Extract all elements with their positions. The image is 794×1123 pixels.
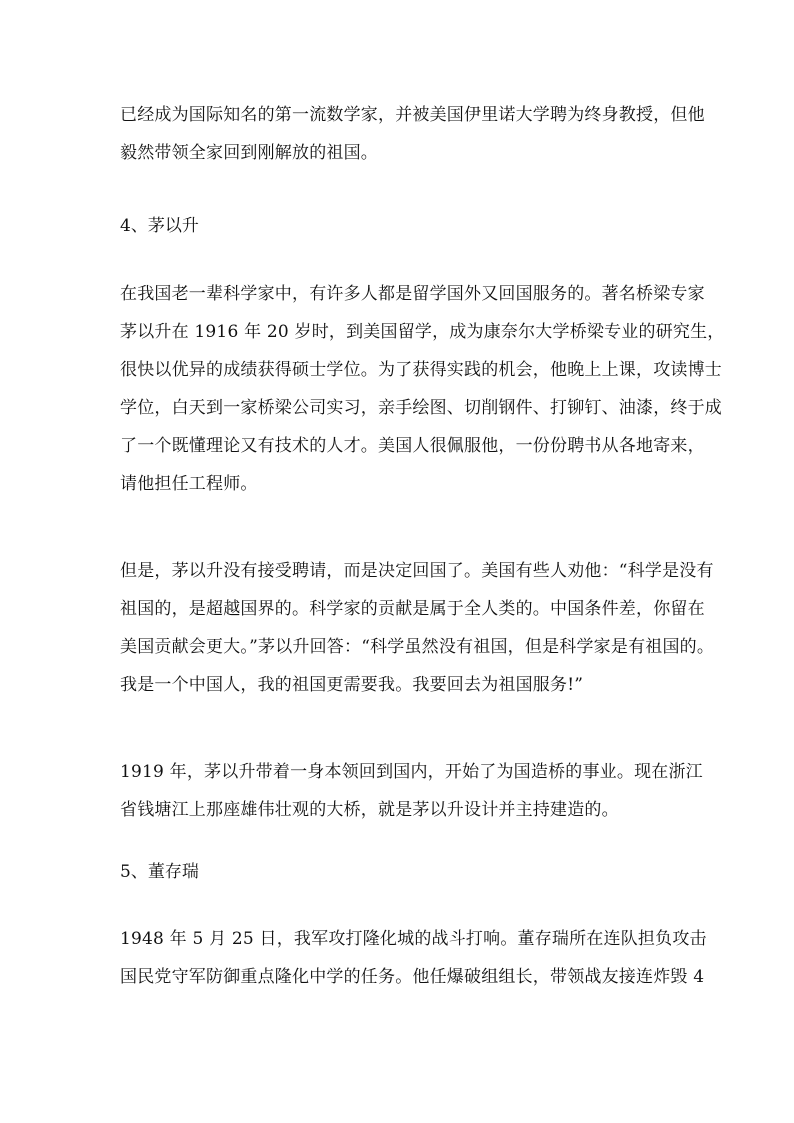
text-line: 在我国老一辈科学家中，有许多人都是留学国外又回国服务的。著名桥梁专家: [120, 284, 705, 304]
text-line: 我是一个中国人，我的祖国更需要我。我要回去为祖国服务!”: [120, 675, 584, 695]
section-heading-4: 4、茅以升: [120, 216, 199, 236]
text-line: 毅然带领全家回到刚解放的祖国。: [120, 143, 378, 163]
text-line: 茅以升在 1916 年 20 岁时，到美国留学，成为康奈尔大学桥梁专业的研究生，: [120, 322, 725, 342]
text-line: 省钱塘江上那座雄伟壮观的大桥，就是茅以升设计并主持建造的。: [120, 800, 619, 820]
text-line: 国民党守军防御重点隆化中学的任务。他任爆破组组长，带领战友接连炸毁 4: [120, 967, 705, 987]
paragraph-1: [120, 96, 705, 172]
text-line: 美国贡献会更大。”茅以升回答：“科学虽然没有祖国，但是科学家是有祖国的。: [120, 637, 715, 657]
section-heading-5: 5、董存瑞: [120, 862, 199, 882]
text-line: 祖国的，是超越国界的。科学家的贡献是属于全人类的。中国条件差，你留在: [120, 599, 705, 619]
paragraph-4: [120, 753, 703, 829]
text-line: 了一个既懂理论又有技术的人才。美国人很佩服他，一份份聘书从各地寄来，: [120, 436, 705, 456]
text-line: 学位，白天到一家桥梁公司实习，亲手绘图、切削钢件、打铆钉、油漆，终于成: [120, 398, 722, 418]
paragraph-5: [120, 920, 707, 996]
text-line: 已经成为国际知名的第一流数学家，并被美国伊里诺大学聘为终身教授，但他: [120, 105, 705, 125]
text-line: 但是，茅以升没有接受聘请，而是决定回国了。美国有些人劝他：“科学是没有: [120, 561, 714, 581]
text-line: 很快以优异的成绩获得硕士学位。为了获得实践的机会，他晚上上课，攻读博士: [120, 360, 722, 380]
text-line: 1948 年 5 月 25 日，我军攻打隆化城的战斗打响。董存瑞所在连队担负攻击: [120, 929, 707, 949]
text-line: 1919 年，茅以升带着一身本领回到国内，开始了为国造桥的事业。现在浙江: [120, 762, 703, 782]
paragraph-2: [120, 275, 725, 503]
text-line: 请他担任工程师。: [120, 474, 258, 494]
paragraph-3: [120, 552, 715, 704]
